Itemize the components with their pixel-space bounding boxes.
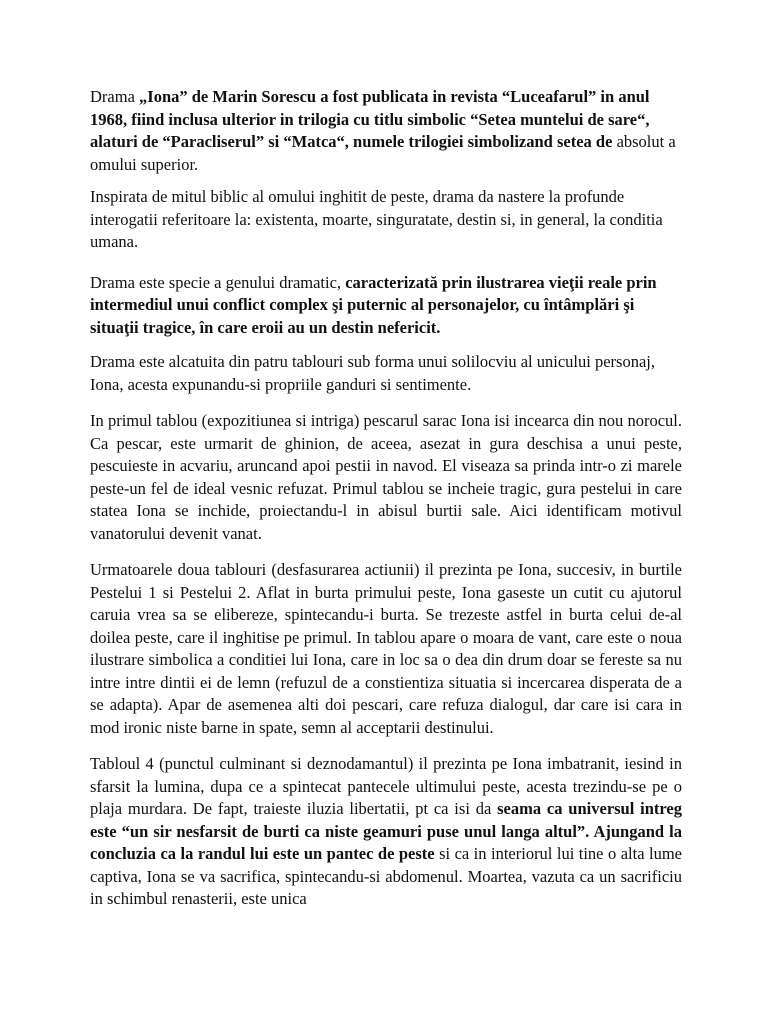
text-segment: si ca in interiorul lui tine o alta lume captiva, Iona se va sacrifica, spintecandu-si abdomenul. Moartea, vazuta ca un sacrificiu in schimbul renasterii, este unica	[90, 844, 682, 908]
text-segment: Inspirata de mitul biblic al omului inghitit de peste, drama da nastere la profunde interogatii referitoare la: existenta, moarte, singuratate, destin si, in general, la conditia umana.	[90, 187, 663, 251]
text-segment: Drama	[90, 87, 140, 106]
text-segment-bold: caracterizată prin ilustrarea vieţii reale prin intermediul unui conflict complex şi puternic al personajelor, cu întâmplări şi situaţii tragice, în care eroii au un destin nefericit.	[90, 272, 657, 337]
paragraph-tableau-4	[90, 753, 682, 911]
text-segment: absolut a omului superior.	[90, 132, 676, 174]
paragraph-tableaux-2-3	[90, 559, 682, 739]
document-page	[90, 86, 682, 927]
text-segment: Drama este alcatuita din patru tablouri sub forma unui solilocviu al unicului personaj, Iona, acesta expunandu-si propriile ganduri si sentimente.	[90, 352, 655, 394]
text-segment: Drama este specie a genului dramatic,	[90, 272, 346, 292]
text-segment: Tabloul 4 (punctul culminant si deznodamantul) il prezinta pe Iona imbatranit, iesind in sfarsit la lumina, dupa ce a spintecat pantecele ultimului peste, acesta trezindu-se pe o plaja murdara. De fapt, traieste iluzia libertatii, pt ca isi da	[90, 754, 682, 818]
paragraph-tableau-1	[90, 410, 682, 545]
text-segment-bold: seama ca universul intreg este “un sir nesfarsit de burti ca niste geamuri puse unul langa altul”. Ajungand la concluzia ca la randul lui este un pantec de peste	[90, 799, 682, 863]
paragraph-inspiration	[90, 186, 682, 254]
paragraph-intro	[90, 86, 682, 176]
text-segment: Urmatoarele doua tablouri (desfasurarea actiunii) il prezinta pe Iona, succesiv, in burtile Pestelui 1 si Pestelui 2. Aflat in burta primului peste, Iona gaseste un cutit cu ajutorul caruia vrea sa se elibereze, spintecandu-i burta. Se trezeste astfel in burta celui de-al doilea peste, care il inghitise pe primul. In tablou apare o moara de vant, care este o noua ilustrare simbolica a conditiei lui Iona, care in loc sa o dea din drum doar se fereste sa nu intre intre dintii ei de lemn (refuzul de a constientiza situatia si incercarea disperata de a se adapta). Apar de asemenea alti doi pescari, care refuza dialogul, dar care isi cara in mod ironic niste barne in spate, semn al acceptarii destinului.	[90, 560, 682, 737]
paragraph-definition	[90, 272, 682, 340]
paragraph-structure	[90, 351, 682, 396]
text-segment: In primul tablou (expozitiunea si intriga) pescarul sarac Iona isi incearca din nou norocul. Ca pescar, este urmarit de ghinion, de aceea, asezat in gura deschisa a unui peste, pescuieste in acvariu, aruncand apoi pestii in navod. El viseaza sa prinda intr-o zi marele peste-un fel de ideal vesnic refuzat. Primul tablou se incheie tragic, gura pestelui in care statea Iona se inchide, proiectandu-l in abisul burtii sale. Aici identificam motivul vanatorului devenit vanat.	[90, 411, 682, 543]
text-segment-bold: „Iona” de Marin Sorescu a fost publicata in revista “Luceafarul” in anul 1968, fiind inclusa ulterior in trilogia cu titlu simbolic “Setea muntelui de sare“, alaturi de “Paracliserul” si “Matca“, numele trilogiei simbolizand setea de	[90, 87, 650, 151]
